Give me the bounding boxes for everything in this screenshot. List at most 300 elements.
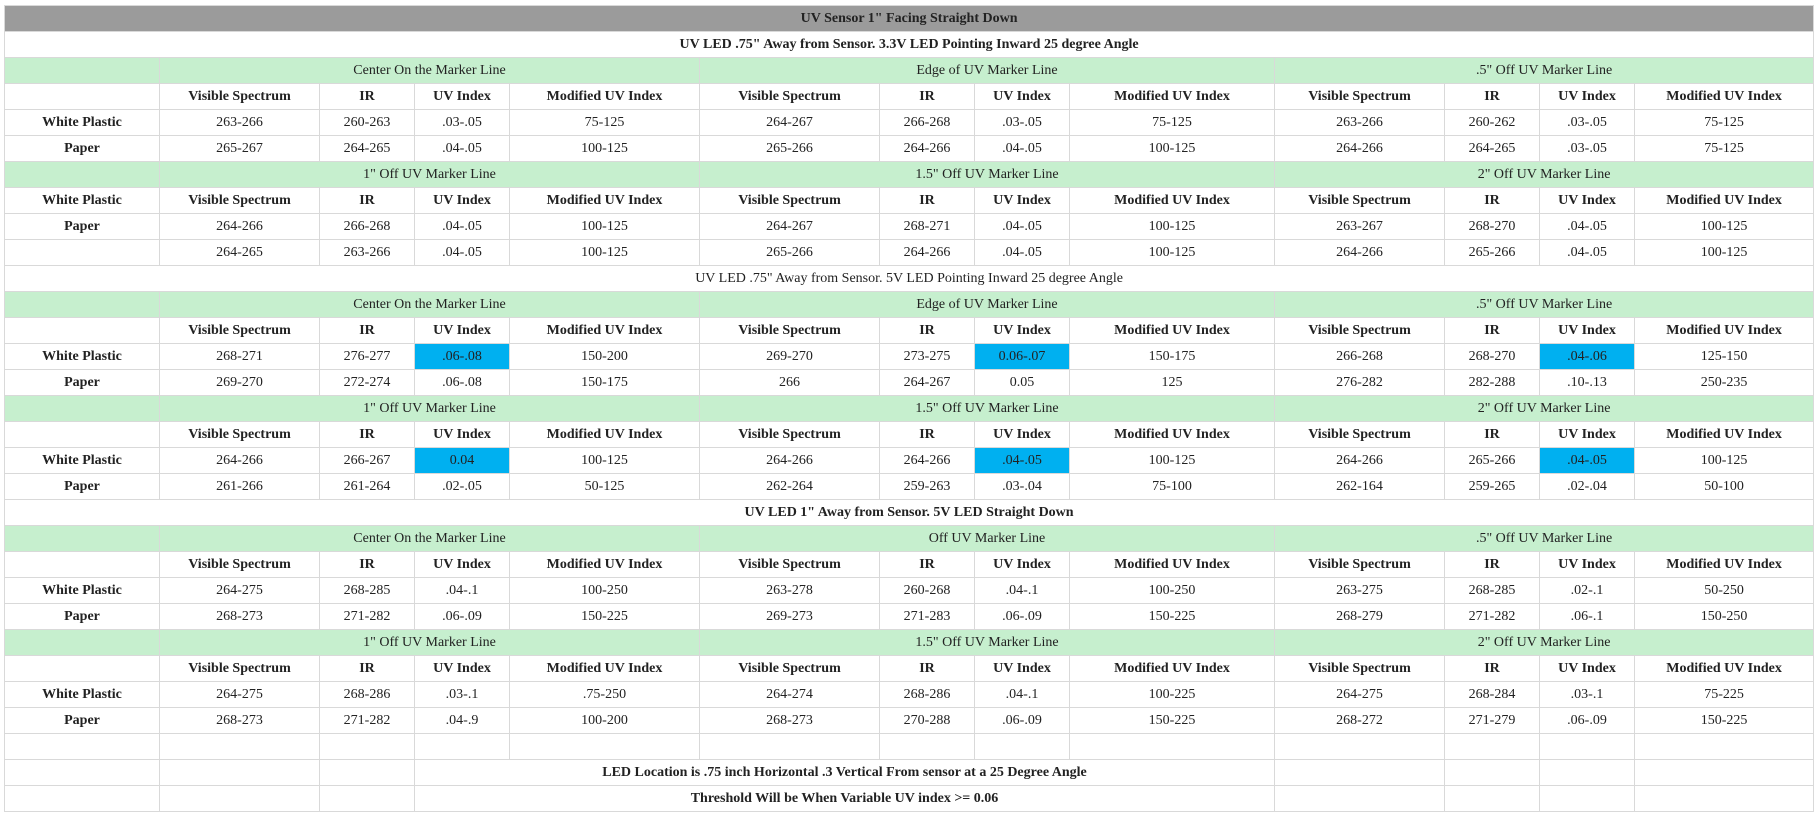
row-label[interactable]: White Plastic [5,188,160,214]
data-cell[interactable]: 269-270 [700,344,880,370]
section-heading[interactable]: UV LED .75" Away from Sensor. 3.3V LED Pointing Inward 25 degree Angle [5,32,1814,58]
data-cell[interactable]: 125 [1070,370,1275,396]
row-label[interactable]: White Plastic [5,110,160,136]
data-cell[interactable]: 261-266 [160,474,320,500]
data-cell[interactable]: 262-264 [700,474,880,500]
data-cell[interactable]: 262-164 [1275,474,1445,500]
group-label[interactable]: 1" Off UV Marker Line [160,162,700,188]
column-header[interactable]: IR [1445,318,1540,344]
data-cell[interactable]: 266 [700,370,880,396]
empty-cell[interactable] [1540,760,1635,786]
group-label[interactable]: .5" Off UV Marker Line [1275,526,1814,552]
column-header[interactable]: Modified UV Index [1070,188,1275,214]
data-cell[interactable]: 265-266 [700,240,880,266]
row-label[interactable] [5,656,160,682]
column-header[interactable]: IR [880,656,975,682]
column-header[interactable]: Visible Spectrum [1275,84,1445,110]
column-header[interactable]: Modified UV Index [1635,422,1814,448]
data-cell[interactable]: 150-175 [1070,344,1275,370]
data-cell[interactable]: 259-265 [1445,474,1540,500]
empty-cell[interactable] [1635,734,1814,760]
data-cell[interactable]: 100-125 [510,214,700,240]
data-cell[interactable]: 75-125 [1635,136,1814,162]
column-header[interactable]: IR [1445,84,1540,110]
column-header[interactable]: UV Index [975,656,1070,682]
column-header[interactable]: IR [320,188,415,214]
empty-cell[interactable] [5,526,160,552]
data-cell[interactable]: .04-.05 [415,214,510,240]
data-cell[interactable]: 260-263 [320,110,415,136]
group-label[interactable]: Center On the Marker Line [160,526,700,552]
column-header[interactable]: UV Index [1540,656,1635,682]
data-cell[interactable]: 264-265 [1445,136,1540,162]
column-header[interactable]: UV Index [415,318,510,344]
data-cell[interactable]: 150-225 [1635,708,1814,734]
data-cell[interactable]: 100-125 [1070,240,1275,266]
data-cell[interactable]: 268-285 [320,578,415,604]
data-cell[interactable]: 272-274 [320,370,415,396]
column-header[interactable]: Modified UV Index [510,188,700,214]
column-header[interactable]: UV Index [1540,188,1635,214]
data-cell[interactable]: 282-288 [1445,370,1540,396]
note-text[interactable]: LED Location is .75 inch Horizontal .3 Vertical From sensor at a 25 Degree Angle [415,760,1275,786]
data-cell[interactable]: .04-.1 [975,578,1070,604]
data-cell[interactable]: 263-266 [320,240,415,266]
column-header[interactable]: Modified UV Index [1635,552,1814,578]
column-header[interactable]: IR [880,84,975,110]
data-cell[interactable]: 100-250 [510,578,700,604]
empty-cell[interactable] [160,786,320,812]
empty-cell[interactable] [880,734,975,760]
column-header[interactable]: IR [880,318,975,344]
empty-cell[interactable] [975,734,1070,760]
column-header[interactable]: UV Index [415,656,510,682]
column-header[interactable]: UV Index [975,188,1070,214]
data-cell[interactable]: .06-.08 [415,370,510,396]
column-header[interactable]: Modified UV Index [510,422,700,448]
row-label[interactable]: White Plastic [5,448,160,474]
table-row [5,448,1814,474]
highlighted-cell[interactable]: .04-.06 [1540,344,1635,370]
data-cell[interactable]: 265-267 [160,136,320,162]
column-header[interactable]: UV Index [1540,84,1635,110]
data-cell[interactable]: .03-.05 [975,110,1070,136]
highlighted-cell[interactable]: 0.06-.07 [975,344,1070,370]
data-cell[interactable]: .06-.09 [975,604,1070,630]
column-header[interactable]: UV Index [415,552,510,578]
data-cell[interactable]: .04-.05 [975,240,1070,266]
highlighted-cell[interactable]: .04-.05 [1540,448,1635,474]
empty-cell[interactable] [5,734,160,760]
data-cell[interactable]: 271-282 [320,604,415,630]
data-cell[interactable]: .04-.1 [975,682,1070,708]
data-cell[interactable]: 266-268 [1275,344,1445,370]
empty-cell[interactable] [5,58,160,84]
data-cell[interactable]: 150-225 [510,604,700,630]
data-cell[interactable]: .04-.05 [415,240,510,266]
data-cell[interactable]: 264-266 [1275,448,1445,474]
data-cell[interactable]: 100-125 [510,448,700,474]
empty-cell[interactable] [1635,786,1814,812]
row-label[interactable]: White Plastic [5,682,160,708]
group-label[interactable]: Center On the Marker Line [160,58,700,84]
data-cell[interactable]: 269-270 [160,370,320,396]
data-cell[interactable]: 250-235 [1635,370,1814,396]
highlighted-cell[interactable]: .04-.05 [975,448,1070,474]
data-cell[interactable]: 150-175 [510,370,700,396]
data-cell[interactable]: 75-125 [1635,110,1814,136]
data-cell[interactable]: .06-.09 [1540,708,1635,734]
group-label[interactable]: Edge of UV Marker Line [700,58,1275,84]
group-row [5,292,1814,318]
data-cell[interactable]: 100-125 [1070,136,1275,162]
column-header[interactable]: Modified UV Index [1070,318,1275,344]
column-header[interactable]: Visible Spectrum [160,188,320,214]
data-cell[interactable]: 268-279 [1275,604,1445,630]
data-cell[interactable]: 268-271 [880,214,975,240]
empty-cell[interactable] [160,760,320,786]
column-header[interactable]: Visible Spectrum [1275,656,1445,682]
group-label[interactable]: 1.5" Off UV Marker Line [700,630,1275,656]
data-cell[interactable]: 264-275 [1275,682,1445,708]
column-header[interactable]: UV Index [1540,318,1635,344]
data-cell[interactable]: 268-273 [700,708,880,734]
column-header[interactable]: Visible Spectrum [1275,422,1445,448]
empty-cell[interactable] [5,292,160,318]
empty-cell[interactable] [320,760,415,786]
data-cell[interactable]: 50-100 [1635,474,1814,500]
data-cell[interactable]: 264-274 [700,682,880,708]
data-cell[interactable]: 100-125 [1070,448,1275,474]
empty-cell[interactable] [415,734,510,760]
data-cell[interactable]: 263-266 [1275,110,1445,136]
data-cell[interactable]: 75-225 [1635,682,1814,708]
highlighted-cell[interactable]: 0.04 [415,448,510,474]
row-label[interactable]: Paper [5,474,160,500]
data-cell[interactable]: 265-266 [700,136,880,162]
column-header[interactable]: IR [320,318,415,344]
row-label[interactable]: Paper [5,604,160,630]
data-cell[interactable]: .03-.04 [975,474,1070,500]
empty-cell[interactable] [1445,760,1540,786]
empty-cell[interactable] [1445,734,1540,760]
column-header[interactable]: Modified UV Index [1635,84,1814,110]
data-cell[interactable]: 100-125 [1070,214,1275,240]
column-header[interactable]: UV Index [415,84,510,110]
empty-cell[interactable] [320,786,415,812]
section-heading-row [5,500,1814,526]
group-label[interactable]: Off UV Marker Line [700,526,1275,552]
group-label[interactable]: 1" Off UV Marker Line [160,630,700,656]
data-cell[interactable]: .03-.1 [1540,682,1635,708]
data-cell[interactable]: 271-282 [1445,604,1540,630]
sheet-title[interactable]: UV Sensor 1" Facing Straight Down [5,6,1814,32]
empty-cell[interactable] [5,162,160,188]
data-cell[interactable]: .04-.05 [1540,240,1635,266]
data-cell[interactable]: 264-275 [160,682,320,708]
data-cell[interactable]: 269-273 [700,604,880,630]
data-cell[interactable]: 150-250 [1635,604,1814,630]
column-header[interactable]: Visible Spectrum [1275,318,1445,344]
data-cell[interactable]: .03-.05 [1540,110,1635,136]
empty-cell[interactable] [1275,786,1445,812]
section-heading-row [5,32,1814,58]
data-cell[interactable]: 264-275 [160,578,320,604]
data-cell[interactable]: 268-271 [160,344,320,370]
column-header[interactable]: Visible Spectrum [700,318,880,344]
column-header[interactable]: Modified UV Index [1070,422,1275,448]
data-cell[interactable]: 264-266 [160,214,320,240]
data-cell[interactable]: 75-125 [510,110,700,136]
column-header[interactable]: IR [1445,188,1540,214]
data-cell[interactable]: .04-.1 [415,578,510,604]
column-header[interactable]: Modified UV Index [1070,552,1275,578]
data-cell[interactable]: .75-250 [510,682,700,708]
column-header[interactable]: IR [1445,422,1540,448]
data-cell[interactable]: 270-288 [880,708,975,734]
column-header[interactable]: Modified UV Index [510,656,700,682]
column-header[interactable]: Modified UV Index [1070,84,1275,110]
data-cell[interactable]: 263-275 [1275,578,1445,604]
data-cell[interactable]: 264-266 [880,240,975,266]
section-heading[interactable]: UV LED .75" Away from Sensor. 5V LED Pointing Inward 25 degree Angle [5,266,1814,292]
data-cell[interactable]: 264-267 [880,370,975,396]
row-label[interactable] [5,552,160,578]
data-cell[interactable]: .03-.05 [415,110,510,136]
data-cell[interactable]: .04-.05 [1540,214,1635,240]
column-header[interactable]: Visible Spectrum [160,552,320,578]
data-cell[interactable]: 264-267 [700,110,880,136]
column-header[interactable]: UV Index [975,422,1070,448]
group-label[interactable]: Center On the Marker Line [160,292,700,318]
data-cell[interactable]: 261-264 [320,474,415,500]
data-cell[interactable]: 268-286 [880,682,975,708]
column-header[interactable]: IR [320,552,415,578]
data-cell[interactable]: 266-268 [880,110,975,136]
empty-cell[interactable] [320,734,415,760]
column-header[interactable]: UV Index [1540,422,1635,448]
data-cell[interactable]: 276-277 [320,344,415,370]
data-cell[interactable]: 75-100 [1070,474,1275,500]
column-header[interactable]: IR [1445,552,1540,578]
data-cell[interactable]: .04-.05 [415,136,510,162]
column-header-row [5,656,1814,682]
data-cell[interactable]: 268-273 [160,604,320,630]
data-cell[interactable]: .04-.05 [975,136,1070,162]
empty-cell[interactable] [1445,786,1540,812]
data-cell[interactable]: 100-125 [1635,214,1814,240]
column-header[interactable]: Visible Spectrum [160,656,320,682]
data-cell[interactable]: .04-.9 [415,708,510,734]
row-label[interactable] [5,318,160,344]
data-cell[interactable]: 268-286 [320,682,415,708]
column-header[interactable]: Modified UV Index [1635,656,1814,682]
data-cell[interactable]: .03-.05 [1540,136,1635,162]
column-header[interactable]: Visible Spectrum [1275,188,1445,214]
highlighted-cell[interactable]: .06-.08 [415,344,510,370]
data-cell[interactable]: 150-225 [1070,708,1275,734]
empty-cell[interactable] [5,786,160,812]
data-cell[interactable]: 264-267 [700,214,880,240]
data-cell[interactable]: 268-272 [1275,708,1445,734]
data-cell[interactable]: .06-.09 [415,604,510,630]
data-cell[interactable]: .04-.05 [975,214,1070,240]
data-cell[interactable]: 100-125 [1635,448,1814,474]
column-header[interactable]: Visible Spectrum [700,656,880,682]
row-label[interactable] [5,240,160,266]
column-header[interactable]: Visible Spectrum [700,84,880,110]
data-cell[interactable]: 264-266 [880,136,975,162]
empty-cell[interactable] [1275,734,1445,760]
data-cell[interactable]: 268-285 [1445,578,1540,604]
data-cell[interactable]: 150-200 [510,344,700,370]
row-label[interactable]: Paper [5,136,160,162]
data-cell[interactable]: 264-266 [700,448,880,474]
data-cell[interactable]: 50-125 [510,474,700,500]
data-cell[interactable]: .06-.09 [975,708,1070,734]
empty-cell[interactable] [1540,786,1635,812]
data-cell[interactable]: 100-250 [1070,578,1275,604]
column-header[interactable]: Modified UV Index [510,84,700,110]
data-cell[interactable]: 264-266 [160,448,320,474]
data-cell[interactable]: 268-270 [1445,344,1540,370]
data-cell[interactable]: 271-279 [1445,708,1540,734]
data-cell[interactable]: .02-.1 [1540,578,1635,604]
column-header[interactable]: UV Index [1540,552,1635,578]
data-cell[interactable]: 266-267 [320,448,415,474]
row-label[interactable]: Paper [5,708,160,734]
data-cell[interactable]: 260-262 [1445,110,1540,136]
group-label[interactable]: .5" Off UV Marker Line [1275,292,1814,318]
data-cell[interactable]: 263-266 [160,110,320,136]
data-cell[interactable]: 264-266 [1275,240,1445,266]
group-label[interactable]: Edge of UV Marker Line [700,292,1275,318]
blank-row [5,734,1814,760]
data-cell[interactable]: .06-.1 [1540,604,1635,630]
data-cell[interactable]: 264-266 [1275,136,1445,162]
row-label[interactable]: White Plastic [5,344,160,370]
empty-cell[interactable] [1070,734,1275,760]
group-row [5,630,1814,656]
column-header[interactable]: Modified UV Index [510,318,700,344]
data-cell[interactable]: 50-250 [1635,578,1814,604]
data-cell[interactable]: 0.05 [975,370,1070,396]
column-header[interactable]: Visible Spectrum [160,422,320,448]
column-header[interactable]: IR [880,422,975,448]
column-header-row [5,188,1814,214]
column-header[interactable]: Visible Spectrum [1275,552,1445,578]
empty-cell[interactable] [5,760,160,786]
column-header[interactable]: IR [880,188,975,214]
data-cell[interactable]: 268-273 [160,708,320,734]
group-label[interactable]: 1.5" Off UV Marker Line [700,162,1275,188]
data-cell[interactable]: 100-200 [510,708,700,734]
column-header[interactable]: UV Index [415,422,510,448]
empty-cell[interactable] [5,630,160,656]
empty-cell[interactable] [1275,760,1445,786]
spreadsheet [4,5,1813,812]
column-header[interactable]: IR [320,656,415,682]
column-header[interactable]: Visible Spectrum [160,318,320,344]
column-header[interactable]: Visible Spectrum [700,188,880,214]
note-text[interactable]: Threshold Will be When Variable UV index >= 0.06 [415,786,1275,812]
data-cell[interactable]: 268-284 [1445,682,1540,708]
data-cell[interactable]: 266-268 [320,214,415,240]
column-header[interactable]: IR [1445,656,1540,682]
data-cell[interactable]: 268-270 [1445,214,1540,240]
row-label[interactable] [5,422,160,448]
group-label[interactable]: 1" Off UV Marker Line [160,396,700,422]
data-cell[interactable]: 271-283 [880,604,975,630]
data-cell[interactable]: 264-265 [160,240,320,266]
empty-cell[interactable] [700,734,880,760]
group-label[interactable]: 2" Off UV Marker Line [1275,630,1814,656]
empty-cell[interactable] [510,734,700,760]
data-cell[interactable]: .02-.04 [1540,474,1635,500]
column-header[interactable]: IR [320,422,415,448]
data-cell[interactable]: 125-150 [1635,344,1814,370]
empty-cell[interactable] [5,396,160,422]
data-cell[interactable]: 264-265 [320,136,415,162]
data-cell[interactable]: 260-268 [880,578,975,604]
row-label[interactable]: Paper [5,370,160,396]
empty-cell[interactable] [1540,734,1635,760]
column-header[interactable]: Modified UV Index [1635,188,1814,214]
column-header[interactable]: UV Index [415,188,510,214]
column-header[interactable]: Modified UV Index [1070,656,1275,682]
data-cell[interactable]: 264-266 [880,448,975,474]
row-label[interactable]: Paper [5,214,160,240]
column-header[interactable]: IR [320,84,415,110]
column-header[interactable]: UV Index [975,552,1070,578]
data-cell[interactable]: 273-275 [880,344,975,370]
column-header[interactable]: Visible Spectrum [700,422,880,448]
column-header[interactable]: Visible Spectrum [160,84,320,110]
group-label[interactable]: .5" Off UV Marker Line [1275,58,1814,84]
column-header[interactable]: UV Index [975,84,1070,110]
column-header[interactable]: Modified UV Index [510,552,700,578]
data-cell[interactable]: 100-225 [1070,682,1275,708]
row-label[interactable] [5,84,160,110]
group-label[interactable]: 1.5" Off UV Marker Line [700,396,1275,422]
data-cell[interactable]: 265-266 [1445,448,1540,474]
section-heading[interactable]: UV LED 1" Away from Sensor. 5V LED Straight Down [5,500,1814,526]
empty-cell[interactable] [1635,760,1814,786]
data-cell[interactable]: 263-267 [1275,214,1445,240]
group-label[interactable]: 2" Off UV Marker Line [1275,162,1814,188]
data-cell[interactable]: 75-125 [1070,110,1275,136]
column-header[interactable]: Visible Spectrum [700,552,880,578]
data-cell[interactable]: 276-282 [1275,370,1445,396]
data-cell[interactable]: 100-125 [510,240,700,266]
data-cell[interactable]: .10-.13 [1540,370,1635,396]
data-cell[interactable]: 100-125 [510,136,700,162]
data-cell[interactable]: 265-266 [1445,240,1540,266]
group-label[interactable]: 2" Off UV Marker Line [1275,396,1814,422]
column-header[interactable]: Modified UV Index [1635,318,1814,344]
data-cell[interactable]: 271-282 [320,708,415,734]
data-cell[interactable]: 100-125 [1635,240,1814,266]
empty-cell[interactable] [160,734,320,760]
column-header[interactable]: IR [880,552,975,578]
data-cell[interactable]: 263-278 [700,578,880,604]
data-cell[interactable]: .03-.1 [415,682,510,708]
column-header[interactable]: UV Index [975,318,1070,344]
data-cell[interactable]: 150-225 [1070,604,1275,630]
data-cell[interactable]: 259-263 [880,474,975,500]
data-cell[interactable]: .02-.05 [415,474,510,500]
row-label[interactable]: White Plastic [5,578,160,604]
